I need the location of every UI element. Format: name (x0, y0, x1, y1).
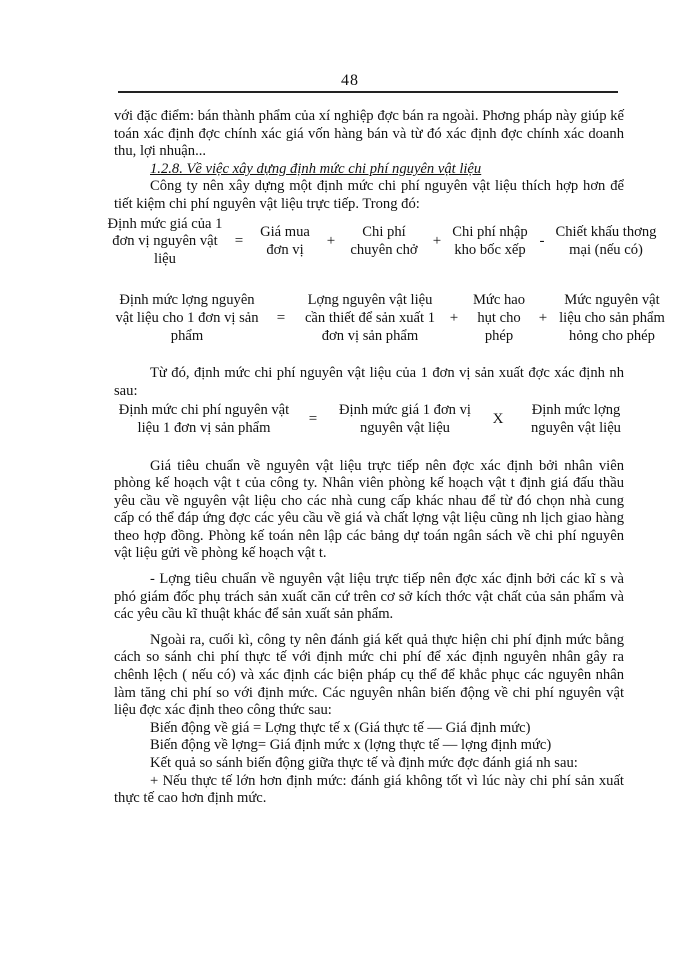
formula-term: Chiết khấu thơng mại (nếu có) (555, 224, 657, 258)
paragraph: Từ đó, định mức chi phí nguyên vật liệu của 1 đơn vị sản xuất đợc xác định nh sau: (114, 365, 624, 399)
page-number: 48 (341, 72, 359, 89)
formula-unit-price (104, 215, 657, 269)
formula-term: Giá mua đơn vị (260, 224, 310, 258)
formula-term: Chi phí chuyên chở (350, 224, 418, 258)
formula-operator: X (492, 411, 504, 428)
formula-term: Định mức lợng nguyên vật liệu (531, 402, 621, 436)
formula-line: Biến động về giá = Lợng thực tế x (Giá thực tế — Giá định mức) (150, 719, 531, 736)
formula-material-quantity (112, 292, 665, 345)
formula-operator: + (326, 233, 336, 250)
paragraph: + Nếu thực tế lớn hơn định mức: đánh giá không tốt vì lúc này chi phí sản xuất thực tế cao hơn định mức. (114, 772, 624, 807)
paragraph: - Lợng tiêu chuẩn về nguyên vật liệu trực tiếp nên đợc xác định bởi các kĩ s và phó giám đốc phụ trách sản xuất căn cứ trên cơ sở kích thớc vật chất của sản phẩm và các yêu cầu kĩ thuật khác để sản xuất sản phẩm. (114, 571, 624, 623)
formula-operator: + (432, 233, 442, 250)
formula-term: Định mức lợng nguyên vật liệu cho 1 đơn vị sản phẩm (115, 292, 259, 344)
paragraph: Ngoài ra, cuối kì, công ty nên đánh giá kết quả thực hiện chi phí định mức bằng cách so sánh chi phí thực tế với định mức chi phí để xác định nguyên nhân gây ra chênh lệch ( nếu có) và xác định các biện pháp cụ thể để khắc phục các nguyên nhân làm tăng chi phí so với định mức. Các nguyên nhân biến động về chi phí nguyên vật liệu đợc xác định theo công thức sau: (114, 631, 624, 719)
formula-operator: + (449, 309, 459, 326)
formula-operator: = (308, 411, 318, 428)
formula-operator: = (276, 309, 286, 326)
document-body (107, 108, 665, 808)
formula-term: Mức hao hụt cho phép (472, 292, 526, 344)
formula-term: Định mức chi phí nguyên vật liệu 1 đơn vị sản phẩm (118, 402, 290, 436)
formula-term: Mức nguyên vật liệu cho sản phẩm hỏng cho phép (559, 292, 665, 344)
paragraph: Công ty nên xây dựng một định mức chi phí nguyên vật liệu thích hợp hơn để tiết kiệm chi phí nguyên vật liệu trực tiếp. Trong đó: (114, 178, 624, 212)
formula-term: Định mức giá 1 đơn vị nguyên vật liệu (339, 402, 471, 436)
paragraph: với đặc điểm: bán thành phẩm của xí nghiệp đợc bán ra ngoài. Phơng pháp này giúp kế toán xác định đợc chính xác giá vốn hàng bán và từ đó xác định đợc chính xác doanh thu, lợi nhuận... (114, 108, 624, 160)
section-heading: 1.2.8. Về việc xây dựng định mức chi phí nguyên vật liệu (150, 160, 482, 177)
formula-term: Lợng nguyên vật liệu cần thiết để sản xuất 1 đơn vị sản phẩm (304, 292, 436, 344)
formula-operator: = (234, 233, 244, 250)
formula-operator: + (538, 309, 548, 326)
formula-material-cost (112, 402, 624, 437)
header-rule (118, 91, 618, 93)
formula-term: Định mức giá của 1 đơn vị nguyên vật liệu (107, 215, 223, 267)
formula-operator: - (539, 233, 545, 250)
paragraph: Kết quả so sánh biến động giữa thực tế và định mức đợc đánh giá nh sau: (150, 755, 578, 771)
paragraph: Giá tiêu chuẩn về nguyên vật liệu trực tiếp nên đợc xác định bởi nhân viên phòng kế hoạch vật t của công ty. Nhân viên phòng kế hoạch vật t định giá đấu thầu yêu cầu về nguyên vật liệu cho các nhà cung cấp khác nhau để từ đó chọn nhà cung cấp có thể đáp ứng đợc các yêu cầu về giá và chất lợng vật liệu cũng nh lịch giao hàng theo hợp đồng. Phòng kế toán nên lập các bảng dự toán ngân sách về chi phí nguyên vật liệu gửi về phòng kế hoạch vật t. (114, 457, 624, 562)
formula-term: Chi phí nhập kho bốc xếp (452, 224, 528, 258)
formula-line: Biến động về lợng= Giá định mức x (lợng thực tế — lợng định mức) (150, 737, 552, 754)
